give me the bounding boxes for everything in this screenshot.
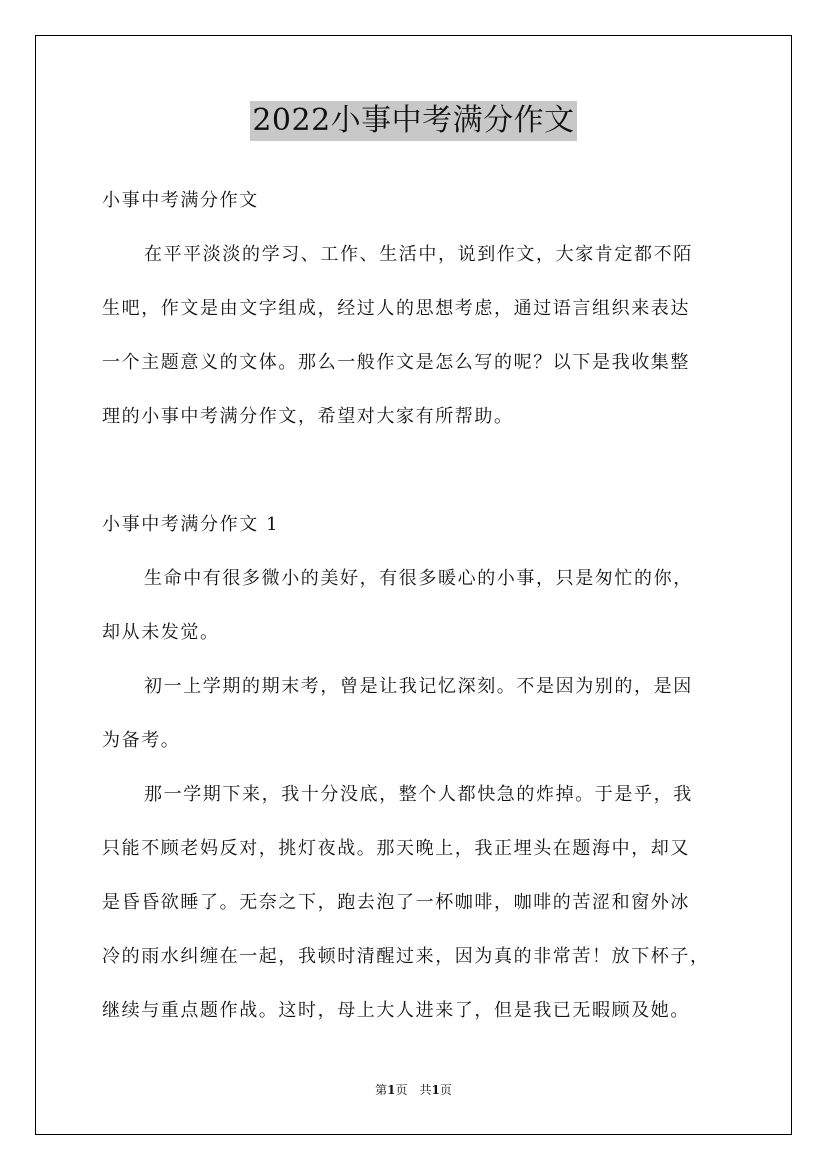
paragraph-3-line-4: 冷的雨水纠缠在一起，我顿时清醒过来，因为真的非常苦！放下杯子， bbox=[102, 946, 710, 967]
title-wrapper bbox=[0, 101, 827, 141]
document-title: 2022小事中考满分作文 bbox=[250, 101, 576, 141]
intro-line-1: 在平平淡淡的学习、工作、生活中，说到作文，大家肯定都不陌 bbox=[144, 244, 693, 265]
section-heading: 小事中考满分作文 1 bbox=[102, 514, 280, 535]
paragraph-3-line-5: 继续与重点题作战。这时，母上大人进来了，但是我已无暇顾及她。 bbox=[102, 1000, 690, 1021]
document-subtitle: 小事中考满分作文 bbox=[102, 190, 259, 211]
footer-page-suffix: 页 bbox=[439, 1083, 452, 1097]
paragraph-3-line-1: 那一学期下来，我十分没底，整个人都快急的炸掉。于是乎，我 bbox=[144, 784, 693, 805]
document-body bbox=[102, 174, 742, 1038]
footer-page-mid: 页 共 bbox=[395, 1083, 432, 1097]
paragraph-2-line-1: 初一上学期的期末考，曾是让我记忆深刻。不是因为别的，是因 bbox=[144, 676, 693, 697]
paragraph-1-line-2: 却从未发觉。 bbox=[102, 622, 220, 643]
paragraph-2-line-2: 为备考。 bbox=[102, 730, 181, 751]
paragraph-3-line-3: 是昏昏欲睡了。无奈之下，跑去泡了一杯咖啡，咖啡的苦涩和窗外冰 bbox=[102, 892, 690, 913]
footer-page-current: 1 bbox=[387, 1083, 396, 1097]
footer-page-prefix: 第 bbox=[375, 1083, 388, 1097]
paragraph-1-line-1: 生命中有很多微小的美好，有很多暖心的小事，只是匆忙的你， bbox=[144, 568, 693, 589]
intro-line-2: 生吧，作文是由文字组成，经过人的思想考虑，通过语言组织来表达 bbox=[102, 298, 690, 319]
page-footer bbox=[0, 1082, 827, 1098]
footer-page-total: 1 bbox=[431, 1083, 440, 1097]
intro-line-4: 理的小事中考满分作文，希望对大家有所帮助。 bbox=[102, 406, 514, 427]
blank-spacer bbox=[102, 444, 742, 498]
paragraph-3-line-2: 只能不顾老妈反对，挑灯夜战。那天晚上，我正埋头在题海中，却又 bbox=[102, 838, 690, 859]
intro-line-3: 一个主题意义的文体。那么一般作文是怎么写的呢？以下是我收集整 bbox=[102, 352, 690, 373]
